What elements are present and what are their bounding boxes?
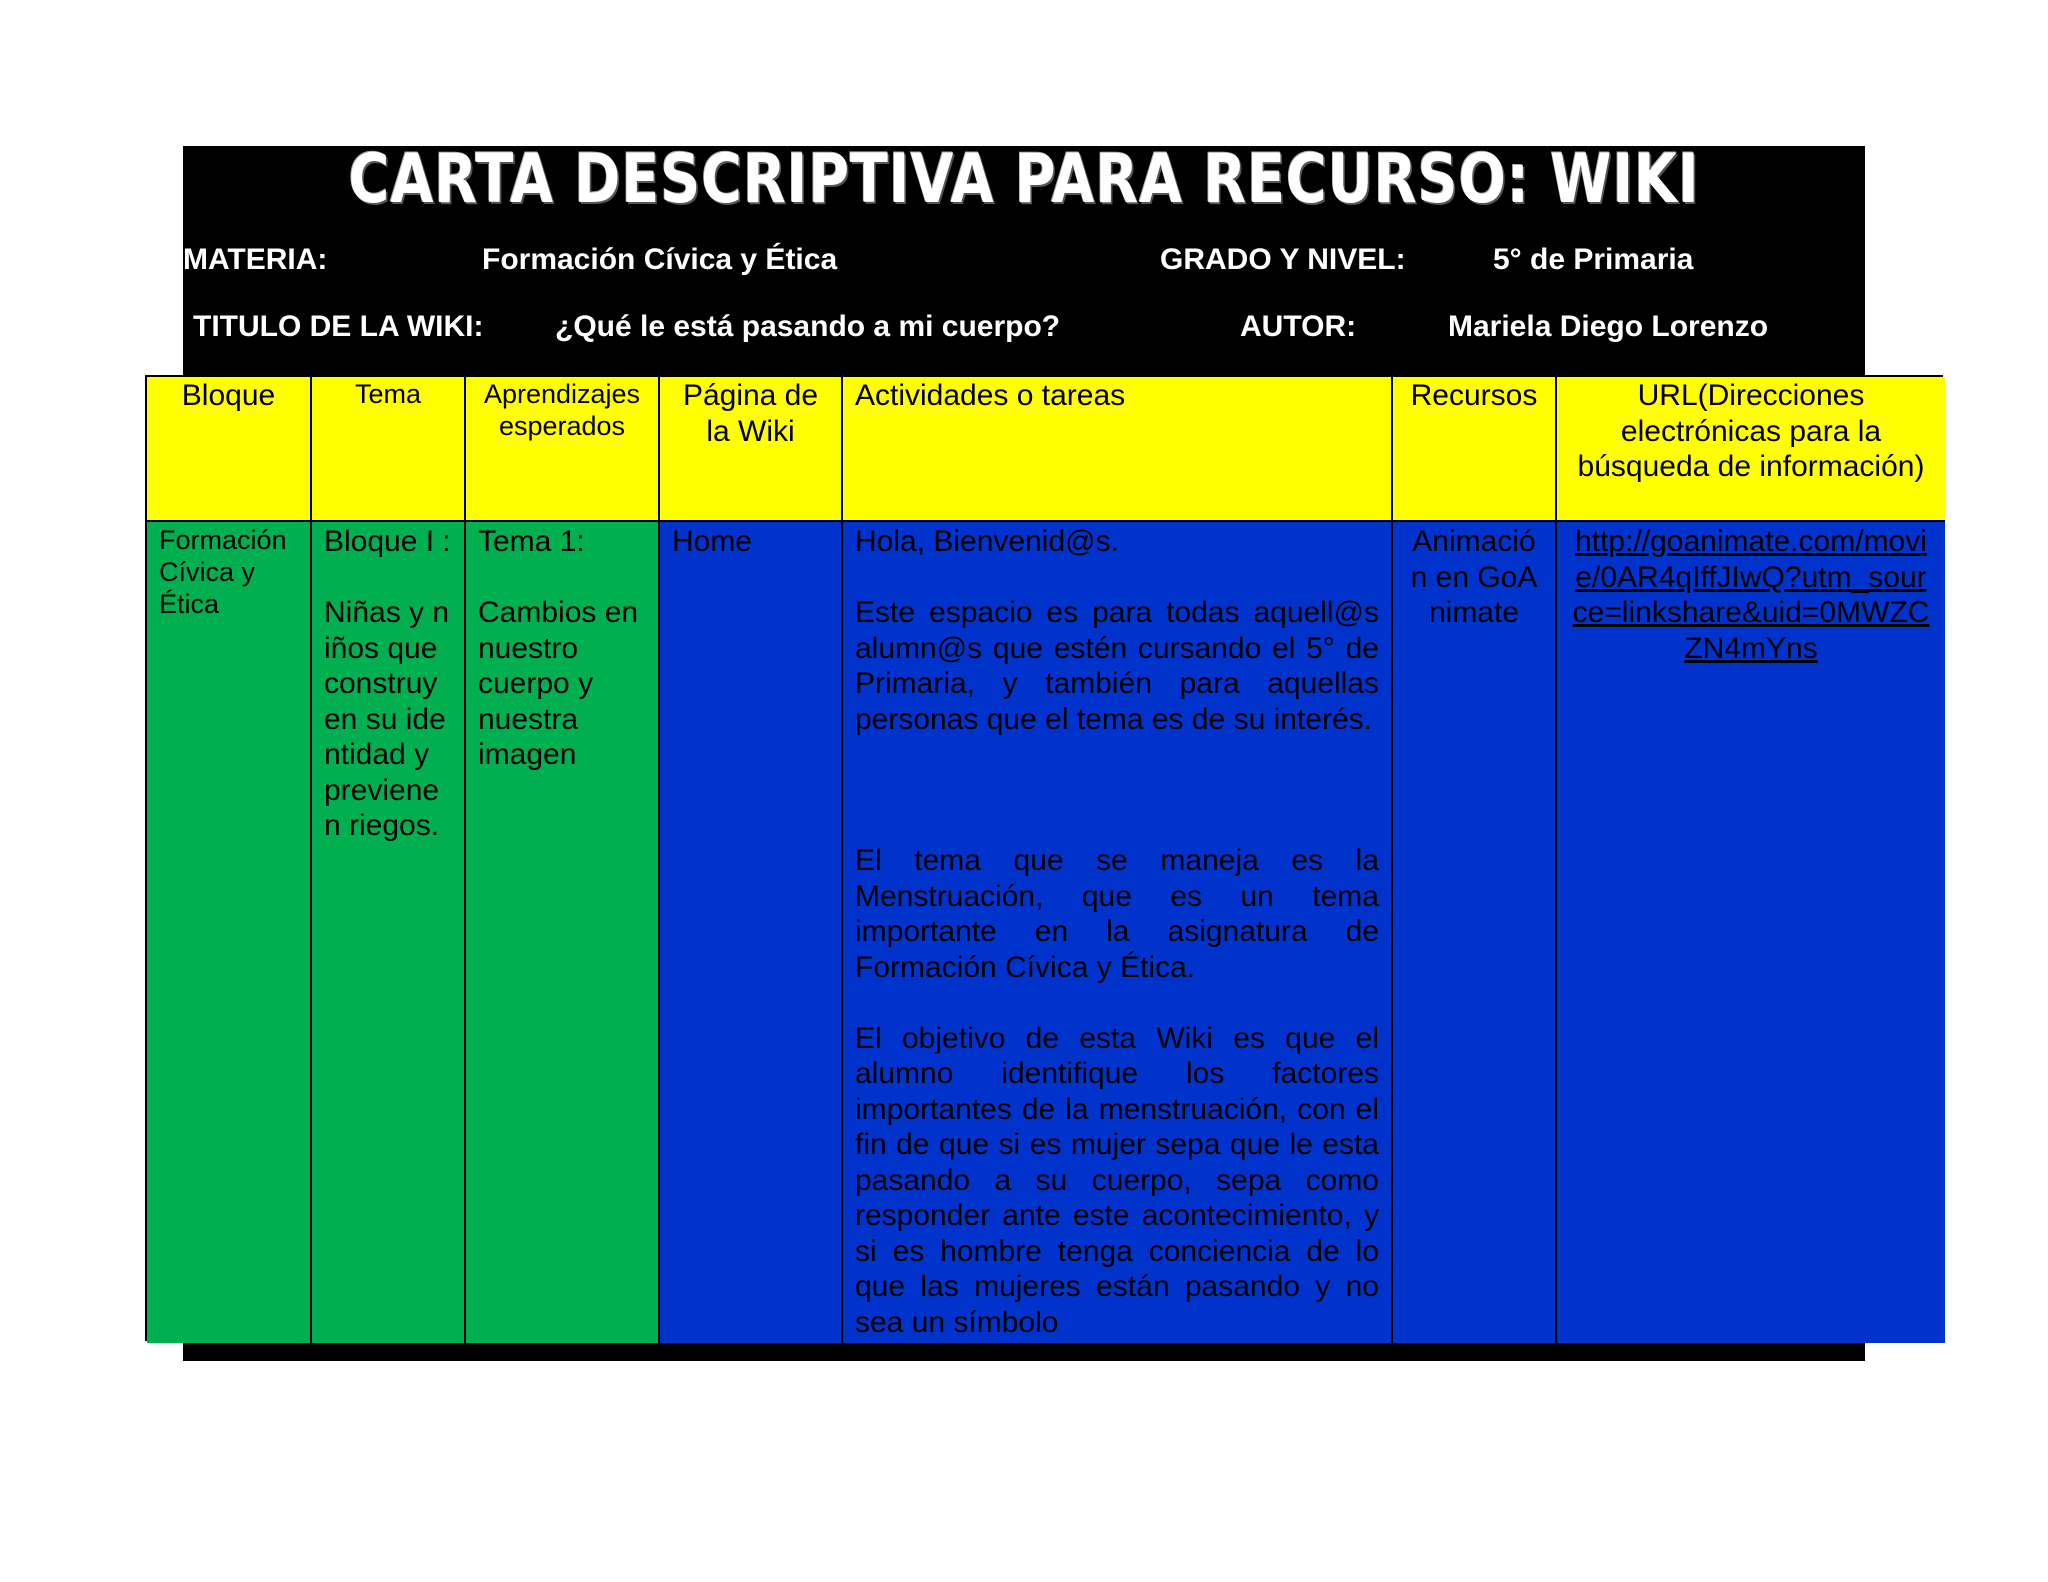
tema-description: Niñas y niños que construyen su identidad y previenen riegos. [324, 596, 450, 842]
header-bloque: Bloque [147, 377, 312, 522]
titulo-value: ¿Qué le está pasando a mi cuerpo? [555, 310, 1061, 343]
grado-value: 5° de Primaria [1493, 243, 1694, 276]
cell-pagina: Home [660, 522, 843, 1343]
cell-aprendizajes [466, 522, 660, 1343]
resource-link[interactable]: http://goanimate.com/movie/0AR4qIffJIwQ?utm_source=linkshare&uid=0MWZCZN4mYns [1572, 525, 1930, 665]
aprendizajes-description: Cambios en nuestro cuerpo y nuestra imagen [478, 596, 639, 771]
materia-value: Formación Cívica y Ética [482, 243, 838, 276]
actividad-greeting: Hola, Bienvenid@s. [855, 525, 1119, 558]
cell-bloque: Formación Cívica y Ética [147, 522, 312, 1343]
cell-actividades [843, 522, 1393, 1343]
autor-value: Mariela Diego Lorenzo [1448, 310, 1769, 343]
actividad-tema: El tema que se maneja es la Menstruación, que es un tema importante en la asignatura de Formación Cívica y Ética. [855, 844, 1379, 984]
cell-tema [312, 522, 466, 1343]
header-actividades: Actividades o tareas [843, 377, 1393, 522]
grado-label: GRADO Y NIVEL: [1160, 243, 1406, 276]
header-url: URL(Direcciones electrónicas para la búsqueda de información) [1557, 377, 1945, 522]
titulo-label: TITULO DE LA WIKI: [193, 310, 484, 343]
cell-recursos: Animación en GoAnimate [1393, 522, 1557, 1343]
header-tema: Tema [312, 377, 466, 522]
header-aprendizajes: Aprendizajes esperados [466, 377, 660, 522]
descriptive-table [145, 375, 1943, 1341]
tema-block: Bloque I : [324, 525, 451, 558]
actividad-objetivo: El objetivo de esta Wiki es que el alumno identifique los factores importantes de la menstruación, con el fin de que si es mujer sepa que le esta pasando a su cuerpo, sepa como responder ante este acontecimiento, y si es hombre tenga conciencia de lo que las mujeres están pasando y no sea un símbolo [855, 1021, 1379, 1339]
header-pagina: Página de la Wiki [660, 377, 843, 522]
materia-label: MATERIA: [183, 243, 328, 276]
aprendizajes-tema: Tema 1: [478, 525, 585, 558]
document-title: CARTA DESCRIPTIVA PARA RECURSO: WIKI [348, 140, 1700, 219]
actividad-intro: Este espacio es para todas aquell@s alumn@s que estén cursando el 5° de Primaria, y también para aquellas personas que el tema es de su interés. [855, 596, 1379, 736]
autor-label: AUTOR: [1240, 310, 1357, 343]
cell-url [1557, 522, 1945, 1343]
header-recursos: Recursos [1393, 377, 1557, 522]
